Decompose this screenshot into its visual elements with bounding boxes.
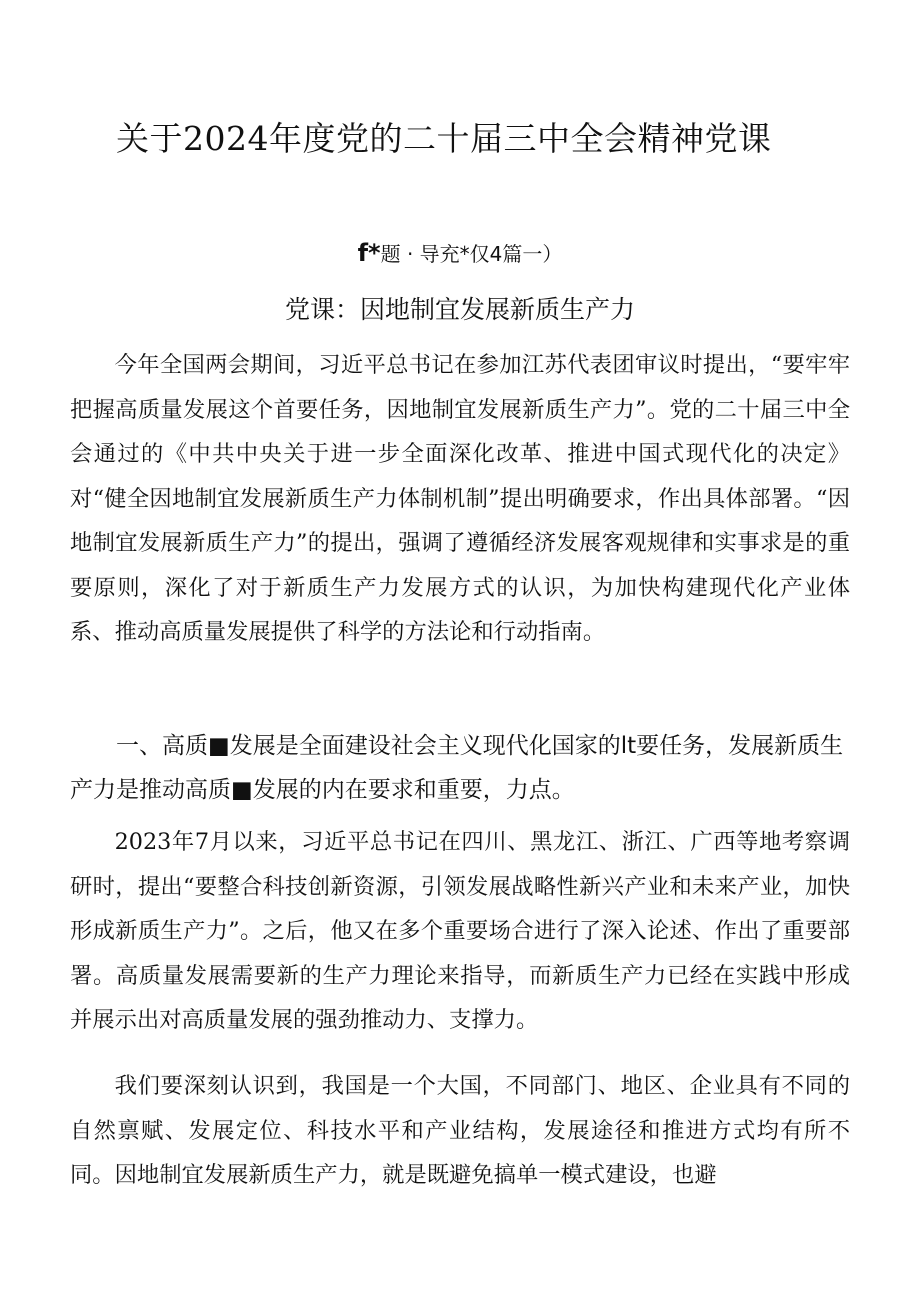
document-title: 关于2024年度党的二十届三中全会精神党课 bbox=[116, 119, 772, 158]
paragraph-2: 2023年7月以来，习近平总书记在四川、黑龙江、浙江、广西等地考察调研时，提出“要整合科技创新资源，引领发展战略性新兴产业和未来产业，加快形成新质生产力”。之后，他又在多个重要场合进行了深入论述、作出了重要部署。高质量发展需要新的生产力理论来指导，而新质生产力已经在实践中形成并展示出对高质量发展的强劲推动力、支撑力。 bbox=[70, 829, 850, 1033]
subtitle-lead: f* bbox=[357, 239, 381, 267]
paragraph-intro: 今年全国两会期间，习近平总书记在参加江苏代表团审议时提出，“要牢牢把握高质量发展这个首要任务，因地制宜发展新质生产力”。党的二十届三中全会通过的《中共中央关于进一步全面深化改革、推进中国式现代化的决定》对“健全因地制宜发展新质生产力体制机制”提出明确要求，作出具体部署。“因地制宜发展新质生产力”的提出，强调了遵循经济发展客观规律和实事求是的重要原则，深化了对于新质生产力发展方式的认识，为加快构建现代化产业体系、推动高质量发展提供了科学的方法论和行动指南。 bbox=[70, 352, 850, 645]
section-heading-1: 一、高质■发展是全面建设社会主义现代化国家的lt要任务，发展新质生产力是推动高质■发展的内在要求和重要，力点。 bbox=[70, 733, 844, 803]
subtitle-rest: 题 · 导充*仅4篇一） bbox=[380, 242, 563, 266]
paragraph-3: 我们要深刻认识到，我国是一个大国，不同部门、地区、企业具有不同的自然禀赋、发展定位、科技水平和产业结构，发展途径和推进方式均有所不同。因地制宜发展新质生产力，就是既避免搞单一模式建设，也避 bbox=[70, 1073, 850, 1188]
lesson-title: 党课：因地制宜发展新质生产力 bbox=[284, 295, 635, 324]
document-subtitle bbox=[0, 238, 920, 269]
